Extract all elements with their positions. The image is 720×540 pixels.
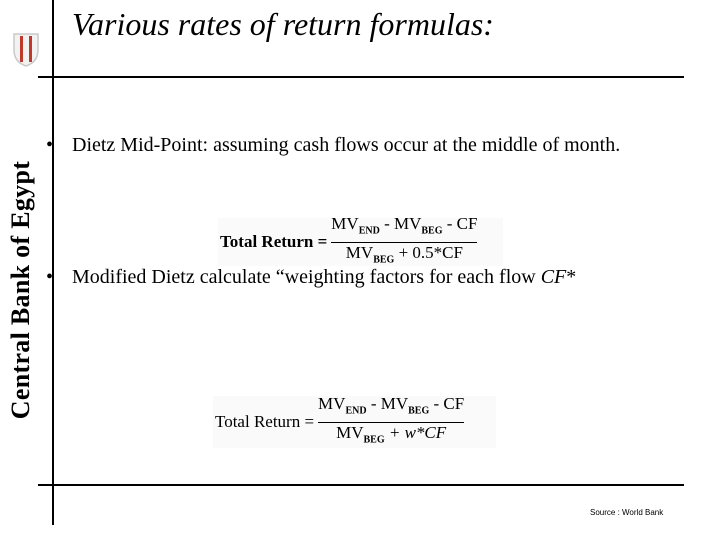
bullet-text-tail: *	[566, 266, 577, 288]
formula-numerator: $MV_{END} - MV_{BEG}$ - CF	[318, 394, 465, 417]
bullet-dot: •	[46, 134, 54, 156]
bullet-text: Dietz Mid-Point: assuming cash flows occur at the middle of month.	[72, 134, 621, 156]
source-note: Source : World Bank	[590, 508, 664, 517]
formula-lhs: Total Return =	[220, 232, 328, 251]
vertical-rule	[52, 0, 54, 525]
formula-denominator: $MV_{BEG} + w*CF$	[336, 422, 447, 445]
formula-fraction	[331, 214, 477, 270]
formula-numerator: $MV_{END} - MV_{BEG}$ - CF	[331, 214, 478, 237]
vertical-bank-title: Central Bank of Egypt	[6, 160, 35, 420]
bullet-text-italic: CF	[540, 266, 567, 288]
bullet-dot: •	[46, 266, 54, 288]
bullet-modified-dietz	[46, 264, 692, 290]
footer-rule	[38, 484, 684, 486]
formula-modified-dietz	[213, 396, 496, 448]
bullet-text: Modified Dietz calculate “weighting factors for each flow	[72, 266, 541, 288]
bank-logo-icon	[10, 28, 42, 68]
formula-denominator: $MV_{BEG} + 0.5*CF$	[345, 242, 463, 265]
slide-title: Various rates of return formulas:	[72, 6, 494, 42]
formula-fraction	[318, 394, 464, 450]
formula-lhs: Total Return =	[215, 412, 315, 431]
bullet-dietz-midpoint	[46, 132, 672, 158]
formula-midpoint	[218, 214, 503, 266]
title-rule	[38, 76, 684, 78]
